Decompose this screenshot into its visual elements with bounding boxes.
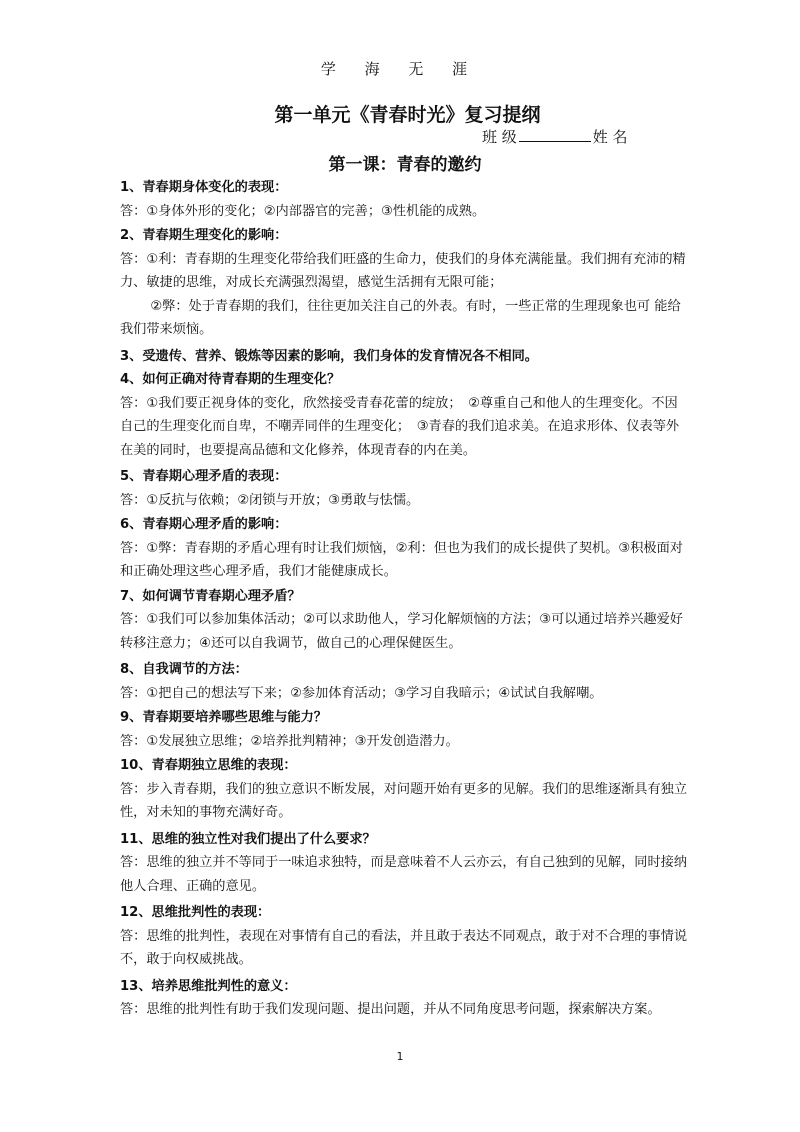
question-heading: 11、思维的独立性对我们提出了什么要求？ [120,831,376,847]
lesson-title: 第一课：青春的邀约 [328,155,482,175]
question-heading: 8、自我调节的方法： [120,662,248,677]
class-name-line [482,126,682,147]
answer-text: 答：①弊：青春期的矛盾心理有时让我们烦恼，②利：但也为我们的成长提供了契机。③积极面对和正确处理这些心理矛盾，我们才能健康成长。 [120,540,683,579]
question-heading: 4、如何正确对待青春期的生理变化？ [120,372,341,387]
answer-text: 答：①我们可以参加集体活动；②可以求助他人，学习化解烦恼的方法；③可以通过培养兴趣爱好转移注意力；④还可以自我调节，做自己的心理保健医生。 [120,612,683,651]
question-heading: 3、受遗传、营养、锻炼等因素的影响，我们身体的发育情况各不相同。 [120,348,538,364]
answer-text: 答：思维的批判性，表现在对事情有自己的看法，并且敢于表达不同观点，敢于对不合理的事情说不，敢于向权威挑战。 [120,928,688,967]
name-label: 姓 名 [592,128,628,146]
question-heading: 7、如何调节青春期心理矛盾？ [120,588,301,604]
answer-text: 答：①发展独立思维；②培养批判精神；③开发创造潜力。 [120,733,459,749]
answer-text: 答：步入青春期，我们的独立意识不断发展，对问题开始有更多的见解。我们的思维逐渐具有独立性，对未知的事物充满好奇。 [120,781,688,820]
answer-text: 答：①我们要正视身体的变化，欣然接受青春花蕾的绽放； ②尊重自己和他人的生理变化。不因自己的生理变化而自卑，不嘲弄同伴的生理变化； ③青春的我们追求美。在追求形体、仪表等外在美的同时，也要提高品德和文化修养，体现青春的内在美。 [120,395,680,458]
question-heading: 2、青春期生理变化的影响： [120,228,288,243]
question-heading: 12、思维批判性的表现： [120,905,271,920]
answer-text: 答：思维的独立并不等同于一味追求独特，而是意味着不人云亦云，有自己独到的见解，同时接纳他人合理、正确的意见。 [120,855,688,894]
page-header: 学 海 无 涯 [320,60,480,78]
question-heading: 13、培养思维批判性的意义： [120,978,297,994]
answer-text: 答：①身体外形的变化；②内部器官的完善；③性机能的成熟。 [120,203,486,219]
answer-text: 答：①利：青春期的生理变化带给我们旺盛的生命力，使我们的身体充满能量。我们拥有充沛的精力、敏捷的思维，对成长充满强烈渴望，感觉生活拥有无限可能； [120,251,686,290]
page-number: 1 [396,1050,404,1063]
question-heading: 6、青春期心理矛盾的影响： [120,517,288,532]
question-heading: 5、青春期心理矛盾的表现： [120,469,288,484]
answer-text: 答：①把自己的想法写下来；②参加体育活动；③学习自我暗示；④试试自我解嘲。 [120,685,603,701]
question-heading: 9、青春期要培养哪些思维与能力？ [120,710,327,725]
outline-content [120,176,690,1023]
answer-text: 答：①反抗与依赖；②闭锁与开放；③勇敢与怯懦。 [120,492,420,508]
question-heading: 1、青春期身体变化的表现： [120,180,288,195]
class-blank [519,127,591,142]
answer-text: ②弊：处于青春期的我们，往往更加关注自己的外表。有时，一些正常的生理现象也可 能给我们带来烦恼。 [120,298,681,337]
answer-text: 答：思维的批判性有助于我们发现问题、提出问题，并从不同角度思考问题，探索解决方案。 [120,1002,661,1017]
question-heading: 10、青春期独立思维的表现： [120,758,297,773]
class-label: 班 级 [482,128,517,146]
document-title: 第一单元《青春时光》复习提纲 [274,104,541,126]
